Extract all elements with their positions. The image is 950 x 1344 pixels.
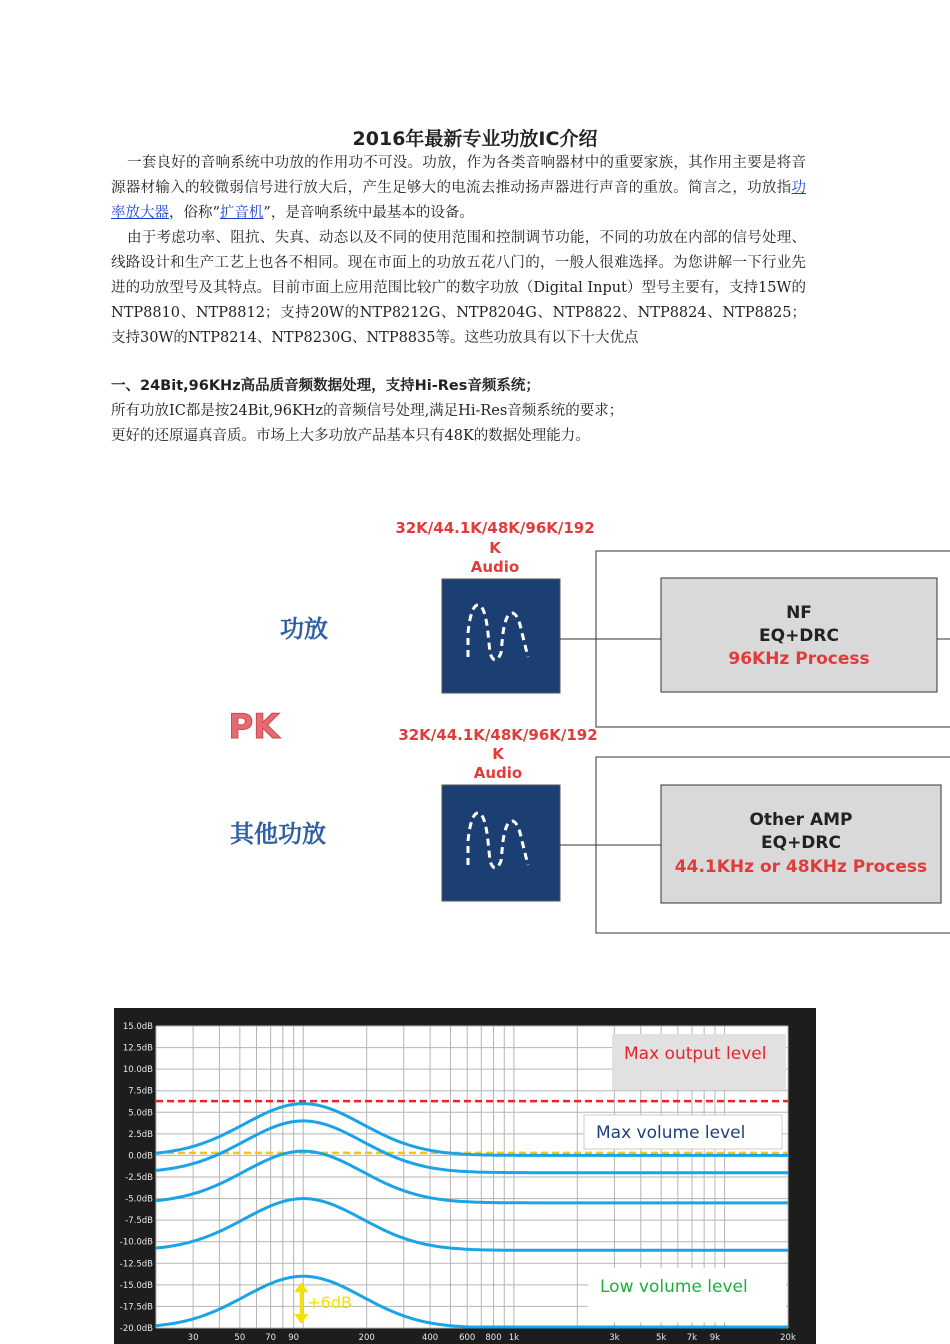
max-volume-annotation: Max volume level [596,1123,746,1143]
y-tick-label: -5.0dB [125,1194,153,1205]
y-tick-label: -2.5dB [125,1173,153,1183]
section-1-line-1: 所有功放IC都是按24Bit,96KHz的音频信号处理,满足Hi-Res音频系统的要求； [111,403,624,419]
pk-label: PK [228,707,280,747]
amplifier-machine-link[interactable]: 扩音机 [219,205,264,221]
y-tick-label: 5.0dB [128,1108,153,1119]
y-tick-label: -17.5dB [119,1302,153,1313]
bottom-rate-line2: K [492,745,504,763]
bottom-rate-line3: Audio [473,764,523,782]
y-tick-label: -20.0dB [119,1324,153,1334]
y-tick-label: 15.0dB [122,1022,153,1032]
x-tick-label: 400 [421,1333,439,1343]
x-tick-label: 1k [508,1333,520,1343]
bottom-box-line1: Other AMP [749,810,853,830]
intro-paragraph [111,151,806,226]
top-signal-box [442,579,560,693]
y-tick-label: -10.0dB [119,1237,153,1248]
x-tick-label: 90 [288,1333,300,1343]
top-box-line3: 96KHz Process [728,649,870,669]
y-tick-label: 7.5dB [128,1086,153,1097]
bottom-signal-box [442,785,560,901]
y-tick-label: -12.5dB [119,1259,153,1270]
y-tick-label: -7.5dB [125,1216,153,1227]
low-volume-annotation: Low volume level [600,1277,748,1297]
intro-text-part2: ，俗称“ [169,205,220,221]
section-1-body [111,399,806,449]
top-amp-label: 功放 [280,615,328,643]
top-rate-line2: K [489,539,501,557]
top-box-line2: EQ+DRC [759,626,839,646]
y-tick-label: 10.0dB [122,1065,153,1076]
x-tick-label: 9k [709,1333,721,1343]
x-tick-label: 30 [187,1333,199,1343]
x-tick-label: 800 [485,1333,502,1343]
intro-text-part1: 一套良好的音响系统中功放的作用功不可没。功放，作为各类音响器材中的重要家族，其作用主要是将音源器材输入的较微弱信号进行放大后，产生足够大的电流去推动扬声器进行声音的重放。简言之，功放指 [111,155,806,196]
section-1-line-2: 更好的还原逼真音质。市场上大多功放产品基本只有48K的数据处理能力。 [111,428,590,444]
x-tick-label: 20k [780,1333,796,1343]
section-heading-1: 一、24Bit,96KHz高品质音频数据处理，支持Hi-Res音频系统； [111,378,540,394]
y-tick-label: 12.5dB [122,1043,153,1054]
y-tick-label: 0.0dB [128,1151,153,1162]
power-amplifier-link[interactable]: 功率放大器 [111,180,806,221]
max-output-annotation: Max output level [624,1044,767,1064]
eq-drc-chart [114,1008,816,1344]
top-rate-line1: 32K/44.1K/48K/96K/192 [395,519,595,537]
bottom-rate-line1: 32K/44.1K/48K/96K/192 [398,726,598,744]
x-tick-label: 3k [609,1333,620,1343]
comparison-diagram [0,505,950,935]
models-paragraph: 由于考虑功率、阻抗、失真、动态以及不同的使用范围和控制调节功能，不同的功放在内部的信号处理、线路设计和生产工艺上也各不相同。现在市面上的功放五花八门的，一般人很难选择。为您讲解一下行业先进的功放型号及其特点。目前市面上应用范围比较广的数字功放（Digital Input）型号主要有，支持15W的NTP8810、NTP8812；支持20W的NTP8212G、NTP8204G、NTP8822、NTP8824、NTP8825；支持30W的NTP8214、NTP8230G、NTP8835等。这些功放具有以下十大优点 [111,230,806,346]
intro-text-part3: ”，是音响系统中最基本的设备。 [263,205,474,221]
x-tick-label: 7k [686,1333,698,1343]
gain-label: +6dB [307,1293,352,1313]
x-tick-label: 200 [358,1333,375,1343]
top-rate-line3: Audio [470,558,520,576]
bottom-box-line2: EQ+DRC [761,833,841,853]
x-tick-label: 600 [459,1333,476,1343]
bottom-box-line3: 44.1KHz or 48KHz Process [674,857,928,877]
bottom-amp-label: 其他功放 [230,820,326,848]
top-box-line1: NF [786,603,812,623]
x-tick-label: 50 [234,1333,246,1343]
x-tick-label: 5k [655,1333,667,1343]
x-tick-label: 70 [265,1333,277,1343]
y-tick-label: 2.5dB [128,1129,153,1140]
document-title: 2016年最新专业功放IC介绍 [352,128,598,150]
y-tick-label: -15.0dB [119,1280,153,1291]
